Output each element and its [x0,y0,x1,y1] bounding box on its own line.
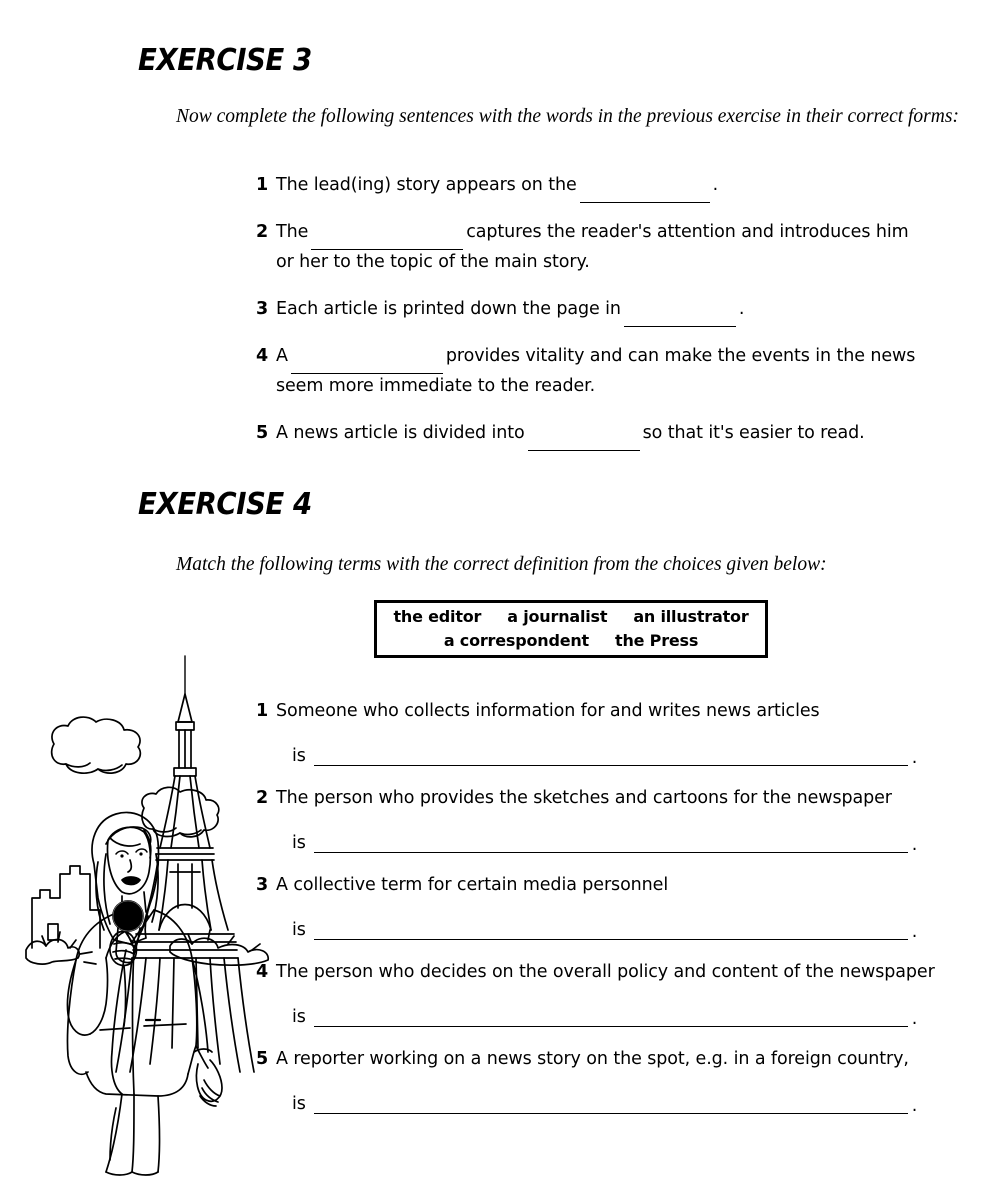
word-bank-box [374,600,768,658]
reporter-illustration [18,648,276,1176]
exercise-4-question-list [256,696,962,1131]
item-text-after: captures the reader's attention and introduces him [466,222,909,242]
cloud-small-icon [142,787,219,837]
answer-terminator: . [911,1009,918,1029]
item-number: 3 [256,875,269,895]
word-bank-term[interactable]: the Press [615,631,699,650]
answer-input-line[interactable] [314,748,908,766]
item-text-line2: or her to the topic of the main story. [276,252,590,272]
exercise-4-instruction: Match the following terms with the correct definition from the choices given below: [176,554,827,575]
answer-input-line[interactable] [314,1009,908,1027]
item-text-after: . [712,175,719,195]
fill-in-blank[interactable] [624,311,736,327]
item-number: 1 [256,701,269,721]
eiffel-tower-icon [116,656,254,1072]
item-text-before: Each article is printed down the page in [276,299,621,319]
item-text-line2: seem more immediate to the reader. [276,376,596,396]
answer-input-line[interactable] [314,835,908,853]
exercise-4-item [256,1044,962,1114]
word-bank-row-1 [393,605,748,629]
answer-label: is [292,1094,306,1114]
answer-terminator: . [911,1096,918,1116]
exercise-4-heading: EXERCISE 4 [138,487,312,522]
item-text-before: A [276,346,288,366]
exercise-3-item [256,170,962,200]
exercise-3-item [256,294,962,324]
word-bank-term[interactable]: the editor [393,607,482,626]
item-number: 1 [256,175,269,195]
exercise-4-item [256,870,962,940]
exercise-3-item [256,341,962,401]
item-answer-row [256,740,962,766]
answer-terminator: . [911,922,918,942]
exercise-3-heading: EXERCISE 3 [138,43,312,78]
item-number: 4 [256,962,269,982]
item-prompt [256,783,962,813]
word-bank-row-2 [444,629,698,653]
item-prompt [256,696,962,726]
exercise-4-item [256,957,962,1027]
item-prompt-text: The person who provides the sketches and cartoons for the newspaper [276,788,892,808]
exercise-3-item [256,418,962,448]
item-text-before: The [276,222,309,242]
fill-in-blank[interactable] [528,435,640,451]
word-bank-term[interactable]: an illustrator [633,607,749,626]
answer-input-line[interactable] [314,922,908,940]
item-answer-row [256,1001,962,1027]
item-number: 5 [256,423,269,443]
answer-terminator: . [911,748,918,768]
item-text-after: provides vitality and can make the events in the news [445,346,916,366]
item-text-before: A news article is divided into [276,423,525,443]
answer-label: is [292,1007,306,1027]
item-prompt-text: Someone who collects information for and writes news articles [276,701,820,721]
word-bank-term[interactable]: a journalist [507,607,608,626]
cloud-large-icon [52,717,141,773]
item-number: 2 [256,222,269,242]
item-answer-row [256,914,962,940]
item-answer-row [256,827,962,853]
female-reporter-icon [67,812,222,1175]
item-number: 4 [256,346,269,366]
exercise-3-instruction: Now complete the following sentences with the words in the previous exercise in their correct forms: [176,106,959,127]
exercise-3-question-list [256,170,962,465]
answer-input-line[interactable] [314,1096,908,1114]
item-number: 2 [256,788,269,808]
item-number: 3 [256,299,269,319]
exercise-3-item [256,217,962,277]
answer-label: is [292,746,306,766]
answer-label: is [292,920,306,940]
item-prompt-text: A reporter working on a news story on the spot, e.g. in a foreign country, [276,1049,909,1069]
exercise-4-item [256,696,962,766]
item-prompt [256,870,962,900]
answer-terminator: . [911,835,918,855]
item-prompt [256,957,962,987]
item-prompt-text: A collective term for certain media personnel [276,875,669,895]
item-number: 5 [256,1049,269,1069]
item-text-after: so that it's easier to read. [642,423,865,443]
answer-label: is [292,833,306,853]
item-prompt-text: The person who decides on the overall policy and content of the newspaper [276,962,935,982]
word-bank-term[interactable]: a correspondent [443,631,589,650]
item-answer-row [256,1088,962,1114]
item-text-before: The lead(ing) story appears on the [276,175,577,195]
item-text-after: . [738,299,745,319]
fill-in-blank[interactable] [580,187,710,203]
exercise-4-item [256,783,962,853]
item-prompt [256,1044,962,1074]
